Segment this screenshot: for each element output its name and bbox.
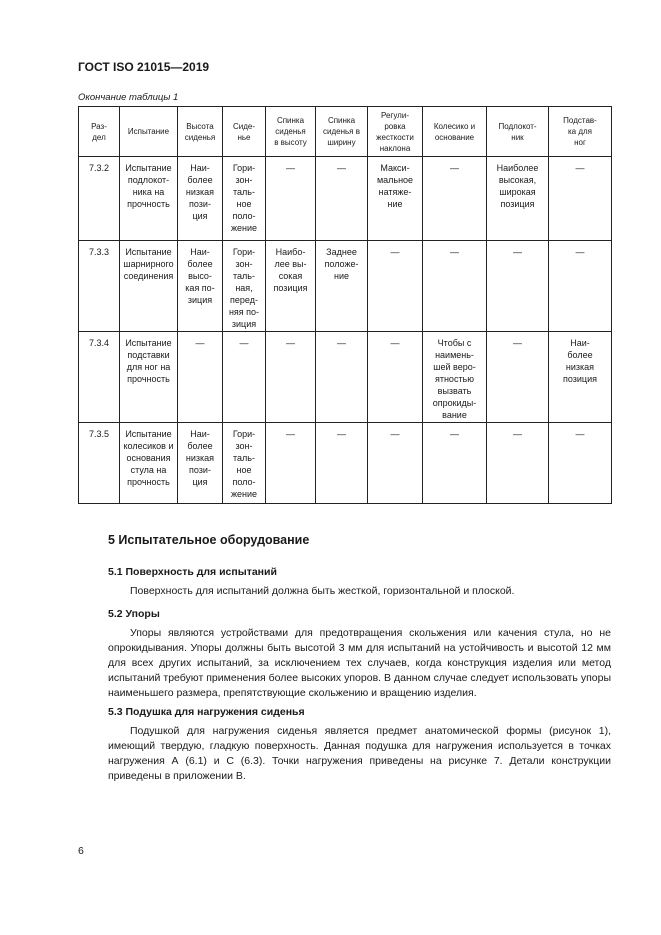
col-header-footrest: Подстав- ка для ног (549, 107, 612, 157)
col-header-seat-height: Высота сиденья (178, 107, 223, 157)
table-cell: 7.3.4 (79, 332, 120, 423)
document-id-header: ГОСТ ISO 21015—2019 (78, 60, 210, 74)
table-row (79, 241, 612, 332)
col-header-tilt-tension: Регули- ровка жесткости наклона (368, 107, 423, 157)
table-cell: Наи- более низкая позиция (549, 332, 612, 423)
table-cell: Чтобы с наимень- шей веро- ятностью вызвать опрокиды- вание (423, 332, 487, 423)
table-cell: Испытание подлокот- ника на прочность (120, 157, 178, 241)
subsection-title-stops: 5.2 Упоры (108, 608, 160, 620)
table-cell: Макси- мальное натяже- ние (368, 157, 423, 241)
table-cell: Наи- более низкая пози- ция (178, 423, 223, 504)
table-cell: — (266, 157, 316, 241)
section-title: 5 Испытательное оборудование (108, 533, 310, 547)
table-cell: — (549, 157, 612, 241)
table-row (79, 157, 612, 241)
table-cell: — (266, 332, 316, 423)
subsection-title-seat-loading-pad: 5.3 Подушка для нагружения сиденья (108, 706, 305, 718)
table-cell: — (487, 423, 549, 504)
col-header-armrest: Подлокот- ник (487, 107, 549, 157)
page-number: 6 (78, 845, 84, 857)
table-cell: Испытание колесиков и основания стула на прочность (120, 423, 178, 504)
table-cell: Гори- зон- таль- ное поло- жение (223, 157, 266, 241)
table-cell: 7.3.2 (79, 157, 120, 241)
table-cell: — (368, 241, 423, 332)
table-cell: — (423, 241, 487, 332)
table-cell: — (423, 423, 487, 504)
table-cell: — (549, 423, 612, 504)
table-cell: — (223, 332, 266, 423)
paragraph-test-surface: Поверхность для испытаний должна быть жесткой, горизонтальной и плоской. (130, 585, 515, 597)
table-cell: — (316, 157, 368, 241)
col-header-test: Испытание (120, 107, 178, 157)
table-cell: — (266, 423, 316, 504)
paragraph-stops: Упоры являются устройствами для предотвращения скольжения или качения стула, но не опрокидывания. Упоры должны быть высотой 3 мм для испытаний на устойчивость и высотой 12 мм для всех других испытаний, за исключением тех случаев, когда конструкция изделия или метод испытаний требуют применения более высоких упоров. В данном случае следует использовать упоры наименьшего размера, препятствующие скольжению и вращению изделия. (108, 627, 611, 699)
table-cell: — (487, 241, 549, 332)
table-cell: — (316, 332, 368, 423)
table-cell: Наибо- лее вы- сокая позиция (266, 241, 316, 332)
subsection-title-test-surface: 5.1 Поверхность для испытаний (108, 566, 277, 578)
table-header-row (79, 107, 612, 157)
table-cell: Заднее положе- ние (316, 241, 368, 332)
col-header-castor-base: Колесико и основание (423, 107, 487, 157)
table-cell: Гори- зон- таль- ная, перед- няя по- зиция (223, 241, 266, 332)
table-cell: — (487, 332, 549, 423)
table-cell: Испытание подставки для ног на прочность (120, 332, 178, 423)
table-cell: — (316, 423, 368, 504)
table-row (79, 332, 612, 423)
table-cell: 7.3.3 (79, 241, 120, 332)
table-cell: Испытание шарнирного соединения (120, 241, 178, 332)
table-cell: Наиболее высокая, широкая позиция (487, 157, 549, 241)
table-cell: Гори- зон- таль- ное поло- жение (223, 423, 266, 504)
table-cell: Наи- более низкая пози- ция (178, 157, 223, 241)
col-header-back-width: Спинка сиденья в ширину (316, 107, 368, 157)
paragraph-seat-loading-pad: Подушкой для нагружения сиденья является предмет анатомической формы (рисунок 1), имеющий твердую, гладкую поверхность. Данная подушка для нагружения используется в точках нагружения А (6.1) и С (6.3). Точки нагружения приведены на рисунке 7. Детали конструкции приведены в приложении В. (108, 725, 611, 782)
table-cell: Наи- более высо- кая по- зиция (178, 241, 223, 332)
table-cell: — (423, 157, 487, 241)
col-header-back-height: Спинка сиденья в высоту (266, 107, 316, 157)
table-cell: — (549, 241, 612, 332)
table-cell: — (368, 423, 423, 504)
table-caption: Окончание таблицы 1 (78, 92, 179, 103)
test-conditions-table (78, 106, 612, 504)
table-cell: 7.3.5 (79, 423, 120, 504)
col-header-seat: Сиде- нье (223, 107, 266, 157)
table-cell: — (178, 332, 223, 423)
col-header-section: Раз- дел (79, 107, 120, 157)
table-row (79, 423, 612, 504)
table-cell: — (368, 332, 423, 423)
